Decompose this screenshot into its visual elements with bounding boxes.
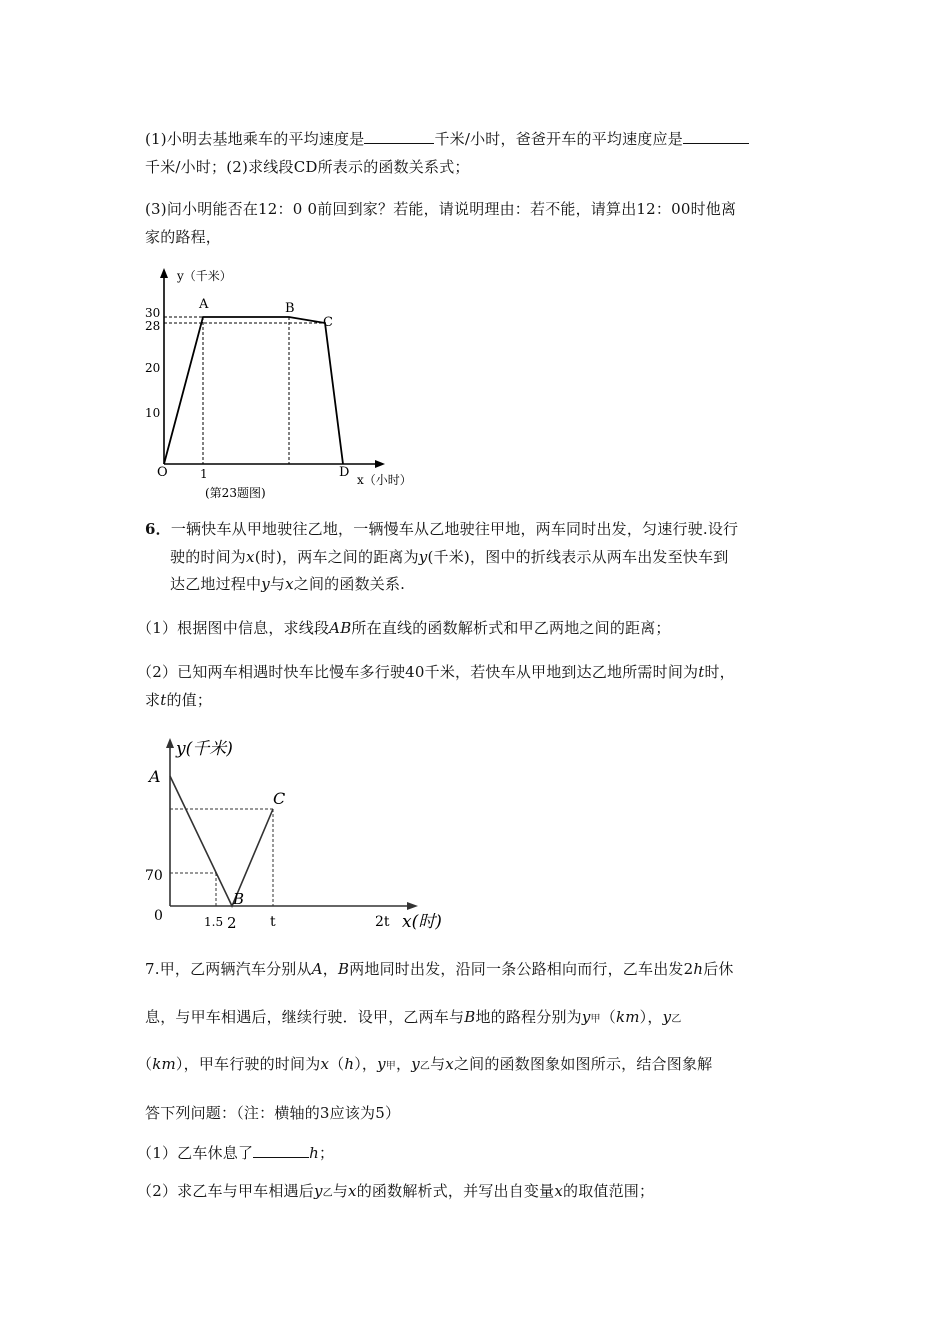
q7-text: ， [395, 1055, 412, 1073]
q6-line1 [145, 518, 738, 539]
q6-part1 [137, 617, 671, 638]
q5-y-tick-28: 28 [145, 319, 161, 333]
q5-y-tick-30: 30 [145, 306, 161, 320]
q7-line1 [145, 958, 734, 979]
q5-graph-line [164, 317, 343, 464]
q6-text: 求 [145, 691, 161, 709]
q5-part2-line: 千米/小时；(2)求线段CD所表示的函数关系式； [145, 158, 470, 176]
q5-y-tick-10: 10 [145, 406, 161, 420]
q7-text: 的函数解析式，并写出自变量 [356, 1182, 555, 1200]
q7-text: 的取值范围； [563, 1182, 655, 1200]
q6-x-tick-1_5: 1.5 [204, 915, 224, 929]
q7-line2 [145, 1006, 681, 1027]
q5-part1-line [145, 128, 749, 149]
q6-text: (时)，两车之间的距离为 [254, 548, 419, 566]
q7-subscript: 乙 [322, 1188, 333, 1199]
q7-part1 [137, 1142, 334, 1163]
q5-x-arrow [375, 460, 385, 468]
q7-var: B [464, 1008, 476, 1026]
q6-line3 [170, 573, 405, 594]
q6-point-c: C [273, 789, 286, 808]
q6-text: 驶的时间为 [170, 548, 247, 566]
q5-x-label: x（小时） [357, 473, 412, 487]
q5-part1-text-b: 千米/小时，爸爸开车的平均速度应是 [434, 130, 683, 148]
q7-text: 与 [430, 1055, 446, 1073]
q6-x-label: x(时) [402, 912, 442, 932]
q5-graph [135, 262, 435, 504]
q6-text: 所在直线的函数解析式和甲乙两地之间的距离； [351, 619, 671, 637]
q7-var: y [662, 1008, 672, 1026]
q6-text: (千米)，图中的折线表示从两车出发至快车到 [427, 548, 729, 566]
q5-point-c: C [323, 315, 333, 330]
q7-text: ），甲车行驶的时间为 [175, 1055, 321, 1073]
q6-var: y [418, 548, 428, 566]
q6-x-arrow [407, 902, 418, 910]
q7-line4: 答下列问题：（注：横轴的3应该为5） [145, 1104, 401, 1122]
q6-y-tick-70: 70 [145, 868, 163, 884]
q6-text: 达乙地过程中 [170, 575, 262, 593]
q6-line1-text: 一辆快车从甲地驶往乙地，一辆慢车从乙地驶往甲地，两车同时出发，匀速行驶.设行 [170, 520, 739, 538]
q7-text: （ [329, 1055, 345, 1073]
q7-var: h [344, 1055, 355, 1073]
q6-x-tick-t: t [270, 914, 276, 930]
q5-point-o: O [157, 465, 168, 480]
q6-x-tick-2t: 2t [375, 914, 390, 930]
q5-caption: (第23题图) [205, 486, 266, 500]
q7-text: ， [322, 960, 338, 978]
q6-origin: 0 [154, 908, 163, 924]
q5-x-tick-1: 1 [200, 467, 208, 481]
q7-line3 [137, 1053, 712, 1074]
q7-text: ）， [354, 1055, 378, 1073]
q6-var: AB [329, 619, 352, 637]
q7-var: x [445, 1055, 454, 1073]
q7-text: 与 [332, 1182, 349, 1200]
q5-part3-line2: 家的路程， [145, 228, 222, 246]
q5-point-d: D [339, 465, 350, 480]
q7-subscript: 甲 [590, 1014, 601, 1025]
q6-var: x [285, 575, 294, 593]
q7-var: h [693, 960, 704, 978]
q7-var: y [581, 1008, 591, 1026]
q7-var: km [615, 1008, 640, 1026]
q5-point-b: B [285, 301, 295, 316]
q6-y-arrow [166, 738, 174, 748]
q7-var: y [313, 1182, 323, 1200]
q5-y-arrow [160, 268, 168, 278]
q7-text: （2）求乙车与甲车相遇后 [137, 1182, 314, 1200]
q7-text: （ [600, 1008, 616, 1026]
q5-part1-text-a: (1)小明去基地乘车的平均速度是 [145, 130, 365, 148]
q7-text: （ [137, 1055, 153, 1073]
q6-var: t [160, 691, 167, 709]
q7-var: x [320, 1055, 330, 1073]
answer-blank [683, 129, 749, 144]
q5-y-label: y（千米） [177, 269, 232, 283]
q6-line2 [170, 546, 728, 567]
q7-var: A [311, 960, 323, 978]
q6-number: 6． [145, 520, 171, 538]
q5-point-a: A [199, 297, 209, 312]
q6-point-a: A [149, 767, 161, 786]
q6-var: x [246, 548, 255, 566]
q6-point-b: B [233, 890, 245, 908]
q6-text: 之间的函数关系. [293, 575, 406, 593]
q7-text: 两地同时出发，沿同一条公路相向而行，乙车出发2 [349, 960, 694, 978]
q7-var: x [348, 1182, 357, 1200]
q7-text: 息，与甲车相遇后，继续行驶．设甲，乙两车与 [145, 1008, 465, 1026]
q7-text: 7.甲，乙两辆汽车分别从 [145, 960, 312, 978]
q7-subscript: 乙 [671, 1014, 682, 1025]
q7-var: y [411, 1055, 420, 1073]
q6-graph-line [170, 776, 273, 906]
q7-var: y [377, 1055, 386, 1073]
q5-y-tick-20: 20 [145, 361, 161, 375]
q6-part2-line2 [145, 689, 212, 710]
q7-text: （1）乙车休息了 [137, 1144, 254, 1162]
q7-var: B [337, 960, 350, 978]
q7-var: x [554, 1182, 563, 1200]
q6-x-tick-2: 2 [227, 914, 237, 932]
q6-graph [140, 730, 450, 940]
q6-var: t [698, 663, 705, 681]
q6-text: 与 [269, 575, 286, 593]
q7-text: 地的路程分别为 [475, 1008, 582, 1026]
q7-var: km [152, 1055, 176, 1073]
q7-var: h [309, 1144, 320, 1162]
q7-text: ）， [639, 1008, 663, 1026]
q7-text: ； [319, 1144, 335, 1162]
q6-text: 时， [704, 663, 735, 681]
q7-subscript: 乙 [419, 1061, 431, 1072]
q6-text: 的值； [166, 691, 213, 709]
q7-subscript: 甲 [385, 1061, 396, 1072]
q6-text: （1）根据图中信息，求线段 [137, 619, 330, 637]
q7-part2 [137, 1180, 654, 1201]
q6-part2 [137, 661, 735, 682]
answer-blank [364, 129, 434, 144]
q6-var: y [261, 575, 270, 593]
q6-text: （2）已知两车相遇时快车比慢车多行驶40千米，若快车从甲地到达乙地所需时间为 [137, 663, 699, 681]
q5-part3-line: (3)问小明能否在12：0 0前回到家？若能，请说明理由：若不能，请算出12：00时他离 [145, 200, 737, 218]
q6-y-label: y(千米) [176, 739, 233, 759]
q7-text: 后休 [703, 960, 734, 978]
answer-blank [253, 1143, 309, 1158]
q7-text: 之间的函数图象如图所示，结合图象解 [453, 1055, 713, 1073]
